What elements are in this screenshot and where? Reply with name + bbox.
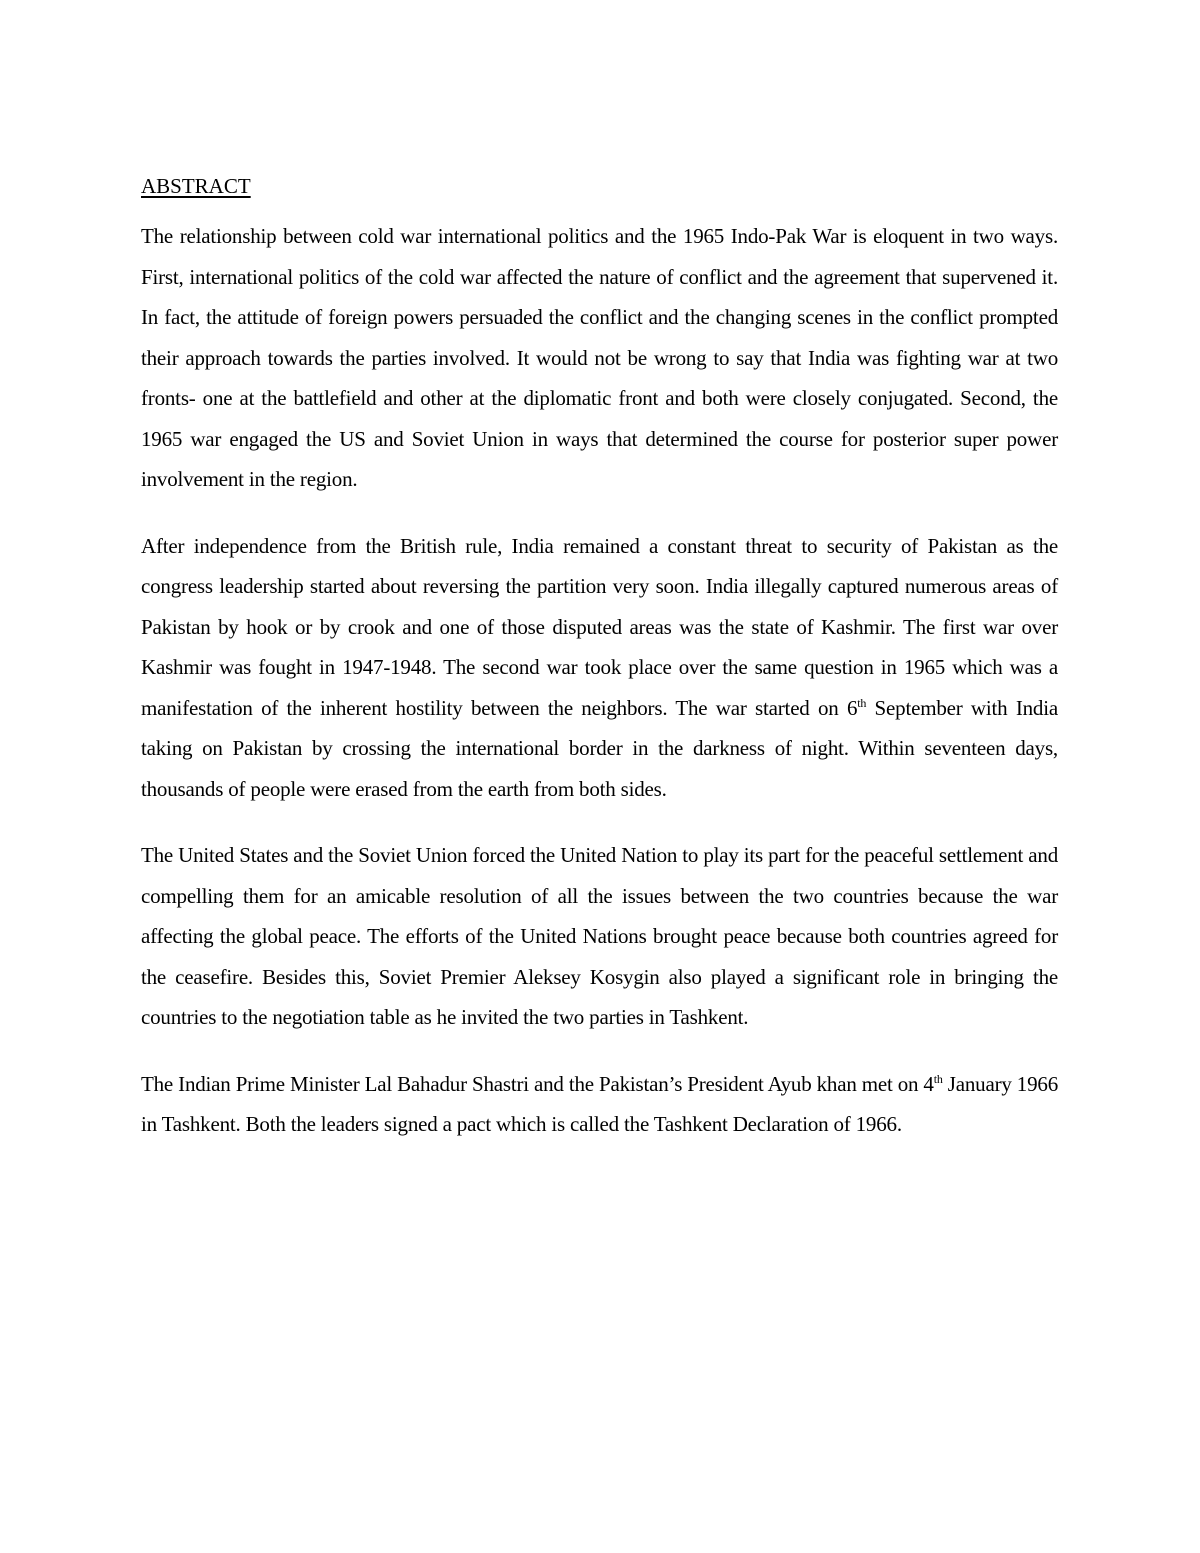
paragraph-2-text-before: After independence from the British rule, India remained a constant threat to security of Pakistan as the congress leadership started about reversing the partition very soon. India illegally captured numerous areas of Pakistan by hook or by crook and one of those disputed areas was the state of Kashmir. The first war over Kashmir was fought in 1947-1948. The second war took place over the same question in 1965 which was a manifestation of the inherent hostility between the neighbors. The war started on 6 — [141, 533, 1058, 720]
paragraph-4-text-after: January 1966 in Tashkent. Both the leaders signed a pact which is called the Tashkent Declaration of 1966. — [141, 1071, 1058, 1136]
paragraph-2-superscript: th — [857, 695, 867, 710]
document-body — [141, 166, 1058, 1171]
abstract-heading: ABSTRACT — [141, 174, 251, 198]
paragraph-2 — [141, 526, 1058, 810]
paragraph-4 — [141, 1064, 1058, 1145]
paragraph-4-text-before: The Indian Prime Minister Lal Bahadur Shastri and the Pakistan’s President Ayub khan met on 4 — [141, 1071, 934, 1096]
paragraph-2-text-after: September with India taking on Pakistan by crossing the international border in the darkness of night. Within seventeen days, thousands of people were erased from the earth from both sides. — [141, 695, 1058, 801]
paragraph-1-text: The relationship between cold war international politics and the 1965 Indo-Pak War is eloquent in two ways. First, international politics of the cold war affected the nature of conflict and the agreement that supervened it. In fact, the attitude of foreign powers persuaded the conflict and the changing scenes in the conflict prompted their approach towards the parties involved. It would not be wrong to say that India was fighting war at two fronts- one at the battlefield and other at the diplomatic front and both were closely conjugated. Second, the 1965 war engaged the US and Soviet Union in ways that determined the course for posterior super power involvement in the region. — [141, 224, 1058, 491]
paragraph-1 — [141, 216, 1058, 500]
paragraph-3 — [141, 835, 1058, 1038]
paragraph-4-superscript: th — [933, 1071, 943, 1086]
paragraph-3-text: The United States and the Soviet Union forced the United Nation to play its part for the peaceful settlement and compelling them for an amicable resolution of all the issues between the two countries because the war affecting the global peace. The efforts of the United Nations brought peace because both countries agreed for the ceasefire. Besides this, Soviet Premier Aleksey Kosygin also played a significant role in bringing the countries to the negotiation table as he invited the two parties in Tashkent. — [141, 843, 1058, 1029]
